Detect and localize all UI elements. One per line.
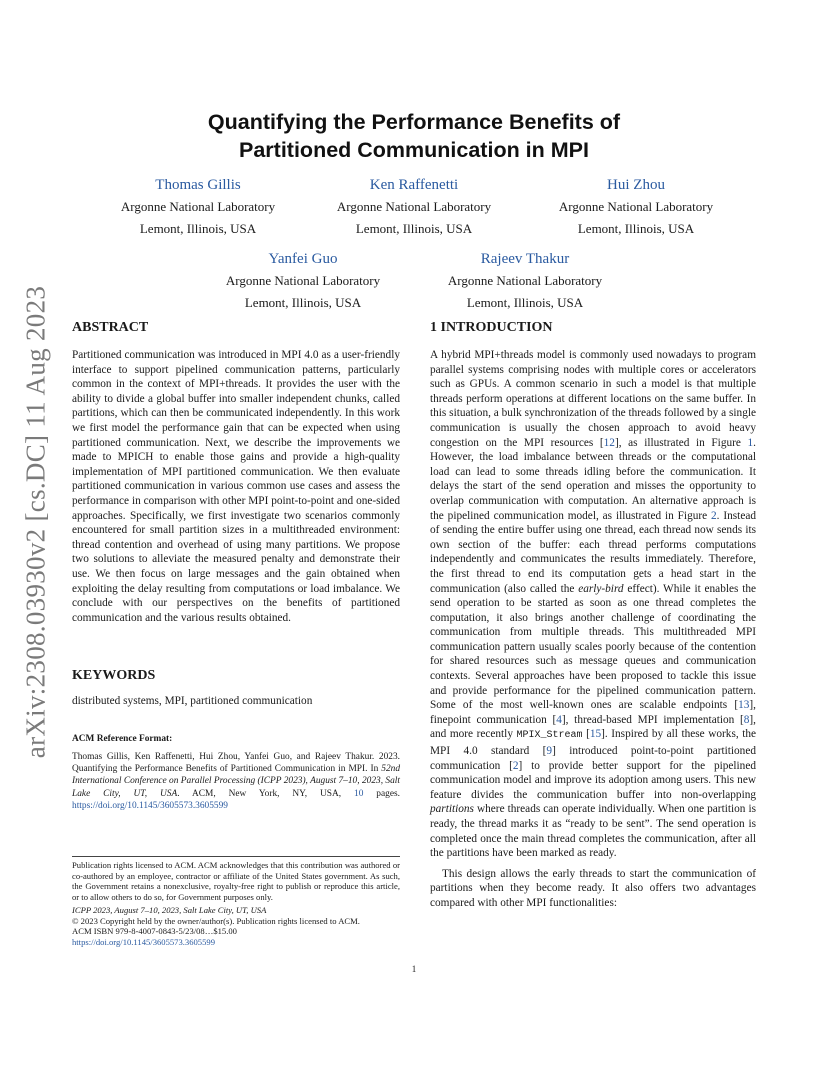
footnote-rights: Publication rights licensed to ACM. ACM acknowledges that this contribution was authored or co-authored by an employee, contractor or affiliate of the United States government. As such, the Government retains a nonexclusive, royalty-free right to publish or reproduce this article, or to allow others to do so, for Government purposes only. [72,860,400,903]
author-location: Lemont, Illinois, USA [244,295,362,310]
author-name[interactable]: Yanfei Guo [268,251,338,267]
page-number: 1 [411,964,417,974]
arxiv-id: arXiv:2308.03930v2 [cs.DC] 11 Aug 2023 [20,285,51,759]
keywords-heading: KEYWORDS [72,668,156,683]
citation-link[interactable]: 13 [738,699,750,712]
arxiv-watermark [14,282,58,762]
introduction-heading: 1 INTRODUCTION [430,320,553,335]
author-affiliation: Argonne National Laboratory [336,199,492,214]
emphasis-text: partitions [430,803,474,816]
introduction-body [430,348,756,911]
author-location: Lemont, Illinois, USA [355,221,473,236]
emphasis-text: early-bird [578,582,624,595]
acm-reference-pages-suffix: pages. [363,788,400,799]
figure-link[interactable]: 1 [747,436,754,449]
title-line-1: Quantifying the Performance Benefits of [207,110,621,134]
author-block [518,174,754,240]
acm-reference-doi-link[interactable]: https://doi.org/10.1145/3605573.3605599 [72,800,228,811]
footnote-conference: ICPP 2023, August 7–10, 2023, Salt Lake City, UT, USA [72,904,267,915]
author-affiliation: Argonne National Laboratory [447,273,603,288]
paper-title [0,108,828,164]
introduction-paragraph-2: This design allows the early threads to start the communication of partitions when they become ready. It also offers two advantages compared with other MPI functionalities: [430,867,756,909]
author-location: Lemont, Illinois, USA [577,221,695,236]
author-name[interactable]: Ken Raffenetti [369,177,459,193]
acm-reference-text [72,751,400,812]
author-block [296,174,532,240]
citation-link[interactable]: 4 [556,713,562,726]
citation-link[interactable]: 12 [603,436,615,449]
author-affiliation: Argonne National Laboratory [225,273,381,288]
author-name[interactable]: Thomas Gillis [155,177,241,193]
footnote-doi-link[interactable]: https://doi.org/10.1145/3605573.3605599 [72,936,215,947]
author-name[interactable]: Rajeev Thakur [480,251,570,267]
footnote-block [72,860,400,948]
citation-link[interactable]: 2 [512,759,519,772]
acm-reference-pages-link[interactable]: 10 [354,788,364,799]
acm-reference-publisher: . ACM, New York, NY, USA, [177,788,355,799]
figure-link[interactable]: 2 [711,509,717,522]
code-identifier: MPIX_Stream [516,730,583,742]
footnote-divider [72,856,400,857]
abstract-text: Partitioned communication was introduced in MPI 4.0 as a user-friendly interface to support pipelined communication patterns, particularly common in the context of MPI+threads. It provides the user with the ability to divide a global buffer into smaller independent chunks, called partitions, which can then be communicated independently. In this work we first model the performance gain that can be expected when using partitioned communication. Next, we describe the improvements we made to MPICH to enable those gains and provide a high-quality implementation of MPI partitioned communication. We then evaluate partitioned communication in various common use cases and assess the performance in comparison with other MPI point-to-point and one-sided approaches. Specifically, we first investigate two scenarios commonly encountered for small partition sizes in a multithreaded environment: thread contention and overhead of using many partitions. We propose two solutions to alleviate the measured penalty and demonstrate their use. We then focus on large messages and the gain obtained when exploiting the delay resulting from computations or load imbalance. We conclude with our perspectives on the benefits of partitioned communication and the various results obtained. [72,349,400,624]
author-affiliation: Argonne National Laboratory [558,199,714,214]
author-location: Lemont, Illinois, USA [466,295,584,310]
keywords-text: distributed systems, MPI, partitioned communication [72,695,313,707]
author-block [80,174,316,240]
author-location: Lemont, Illinois, USA [139,221,257,236]
abstract-heading: ABSTRACT [72,320,149,335]
acm-reference-authors: Thomas Gillis, Ken Raffenetti, Hui Zhou, Yanfei Guo, and Rajeev Thakur. 2023. Quantifying the Performance Benefits of Partitioned Communication in MPI. In [72,752,400,775]
citation-link[interactable]: 15 [589,728,602,741]
citation-link[interactable]: 8 [743,713,750,726]
citation-link[interactable]: 9 [546,745,553,758]
introduction-paragraph-1: A hybrid MPI+threads model is commonly used nowadays to program parallel systems comprising nodes with multiple cores or accelerators such as GPUs. A common scenario in such a model is that multiple threads perform operations at different locations on the same buffer. In this situation, a bulk synchronization of the threads followed by a single communication is usually the chosen approach to avoid heavy congestion on the MPI resources [12], as illustrated in Figure 1. However, the load imbalance between threads or the computational load can lead to some threads idling before the communication. It delays the start of the send operation and misses the opportunity to overlap communication with computation. An alternative approach is the pipelined communication model, as illustrated in Figure 2. Instead of sending the entire buffer using one thread, each thread now sends its own section of the buffer: each thread performs computations independently and communicates the results immediately. Therefore, the first thread to end its computation gets a head start in the communication (also called the early-bird effect). While it enables the send operation to be started as soon as one thread completes the computation, it also brings another challenge of coordinating the communication from multiple threads. This multithreaded MPI communication pattern usually scales poorly because of the contention for shared resources such as message queues and communication contexts. Several approaches have been proposed to tackle this issue and provide performance for the pipelined communication pattern. Some of the most well-known ones are scalable endpoints [13], finepoint communication [4], thread-based MPI implementation [8], and more recently MPIX_Stream [15]. Inspired by all these works, the MPI 4.0 standard [9] introduced point-to-point partitioned communication [2] to provide better support for the pipelined communication model and improve its adoption among users. This new feature divides the communication buffer into non-overlapping partitions where threads can operate individually. When one partition is ready, the thread marks it as “ready to be sent”. The send operation is completed once the main thread completes the communication, after all the partitions have been marked as ready. [430,349,757,860]
acm-reference-heading: ACM Reference Format: [72,734,173,744]
author-name[interactable]: Hui Zhou [607,177,665,193]
footnote-isbn: ACM ISBN 979-8-4007-0843-5/23/08…$15.00 [72,926,237,937]
author-block [185,248,421,314]
author-affiliation: Argonne National Laboratory [120,199,276,214]
footnote-copyright: © 2023 Copyright held by the owner/author(s). Publication rights licensed to ACM. [72,915,360,926]
acm-reference-venue: 52nd International Conference on Parallel Processing (ICPP 2023), August 7–10, 2023, Salt Lake City, UT, USA [72,764,400,799]
author-block [407,248,643,314]
title-line-2: Partitioned Communication in MPI [239,138,589,162]
